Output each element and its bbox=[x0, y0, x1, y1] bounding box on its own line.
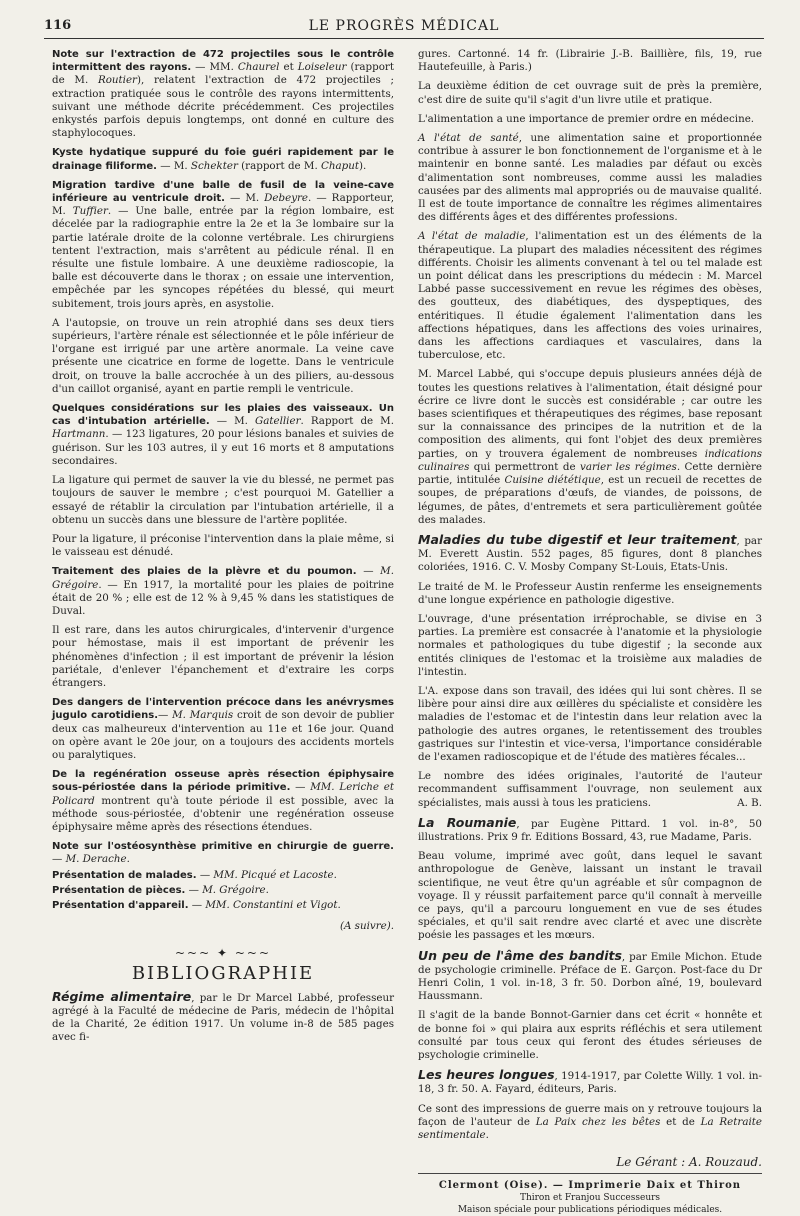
review-regime-p2: La deuxième édition de cet ouvrage suit de près la première, c'est dire de suite qu'il s'agit d'un livre utile et pratique. bbox=[418, 80, 762, 106]
text-run: La Paix chez les bêtes bbox=[535, 1115, 661, 1128]
text-run: — bbox=[196, 868, 214, 881]
text-run: , par Eugène Pittard. 1 vol. in-8°, 50 illustrations. Prix 9 fr. Editions Bossard, 43, rue Madame, Paris. bbox=[418, 817, 762, 843]
to-be-continued: (A suivre). bbox=[339, 920, 394, 933]
review-regime-p6 bbox=[418, 368, 762, 526]
text-run: — bbox=[52, 853, 66, 866]
text-run: — M. bbox=[209, 415, 255, 428]
review-tube-p3: L'ouvrage, d'une présentation irréprochable, se divise en 3 parties. La première est consacrée à l'anatomie et la physiologie normales et pathologiques du tube digestif ; la seconde aux entités cliniques de l'estomac et la troisième aux maladies de l'intestin. bbox=[418, 612, 762, 678]
article-projectiles bbox=[52, 48, 394, 140]
footer-rule bbox=[418, 1173, 762, 1174]
article-migration bbox=[52, 179, 394, 311]
text-run: M. Grégoire bbox=[52, 565, 394, 591]
presentation-appareil bbox=[52, 899, 394, 912]
text-run: Debeyre bbox=[264, 192, 309, 205]
text-run: , est un recueil de recettes de soupes, de préparations d'œufs, de viandes, de poissons, de légumes, de pâtes, d'entremets et sera particulièrement goûtée des malades. bbox=[418, 474, 762, 526]
running-header bbox=[44, 16, 764, 39]
text-run: et bbox=[279, 61, 298, 74]
text-run: Hartmann bbox=[52, 428, 106, 441]
text-run: Présentation de malades. bbox=[52, 869, 197, 881]
article-plevre bbox=[52, 565, 394, 618]
text-run: (rapport de M. bbox=[52, 61, 394, 87]
text-run: varier les régimes bbox=[580, 460, 677, 473]
review-regime bbox=[52, 990, 394, 1045]
text-run: . Rapport de M. bbox=[300, 415, 394, 428]
text-run: Un peu de l'âme des bandits bbox=[418, 947, 622, 963]
review-regime-p4 bbox=[418, 132, 762, 224]
text-run: M. Marcel Labbé, qui s'occupe depuis plusieurs années déjà de toutes les questions relatives à l'alimentation, était désigné pour écrire ce livre dont le succès est considérable ; car outre les bases scientifiques et thérapeutiques des régimes, base reposant sur la connaissance des principes de la nutrition et de la composition des aliments, qui font l'objet des deux premières parties, on y trouvera également de nombreuses bbox=[418, 368, 762, 460]
article-anevrysmes bbox=[52, 696, 394, 762]
text-run: A l'état de maladie bbox=[418, 230, 526, 243]
text-run: Gatellier bbox=[255, 415, 301, 428]
text-run: Kyste hydatique suppuré du foie guéri rapidement par le drainage filiforme. bbox=[52, 147, 394, 172]
review-tube-digestif bbox=[418, 533, 762, 575]
text-run: — bbox=[158, 709, 173, 722]
article-kyste bbox=[52, 146, 394, 172]
presentation-pieces bbox=[52, 884, 394, 897]
text-run: — bbox=[188, 898, 206, 911]
text-run: Loiseleur bbox=[297, 61, 347, 74]
text-run: Note sur l'extraction de 472 projectiles sous le contrôle intermittent des rayons. bbox=[52, 49, 394, 74]
text-run: . — Rapporteur, M. bbox=[52, 192, 394, 218]
article-osteosynthese bbox=[52, 840, 394, 866]
text-run: ). bbox=[359, 159, 367, 172]
text-run: indications culinaires bbox=[418, 447, 762, 473]
text-run: . bbox=[265, 883, 269, 896]
text-run: De la regénération osseuse après résection épiphysaire sous-périostée dans la période primitive. bbox=[52, 769, 394, 794]
text-run: La Retraite sentimentale bbox=[418, 1115, 762, 1142]
paragraph-autopsie: A l'autopsie, on trouve un rein atrophié dans ses deux tiers supérieurs, l'artère rénale est sélectionnée et le pôle inférieur de l'organe est irrigué par une artère anormale. La veine cave présente une cicatrice en forme de logette. Dans le ventricule droit, on trouve la balle accrochée à un des piliers, au-dessous d'un caillot organisé, ayant en partie rempli le ventricule. bbox=[52, 316, 394, 395]
review-roumanie-p2: Beau volume, imprimé avec goût, dans lequel le savant anthropologue de Genève, laissant un instant le travail scientifique, ne veut être qu'un agréable et sûr compagnon de voyage. Il y réussit parfaitement parce qu'il connaît à merveille ce pays, qu'il a parcouru longuement en vue de ses études spéciales, et qu'il sait rendre avec clarté et avec une discrète poésie les passages et les mœurs. bbox=[418, 850, 762, 942]
review-tube-p5 bbox=[418, 770, 762, 810]
text-run: Chaput bbox=[321, 159, 360, 172]
text-run: Note sur l'ostéosynthèse primitive en chirurgie de guerre. bbox=[52, 841, 394, 853]
review-heures bbox=[418, 1068, 762, 1096]
text-run: La Roumanie bbox=[418, 814, 517, 830]
text-run: montrent qu'à toute période il est possible, avec la méthode sous-périostée, d'obtenir une regénération osseuse épiphysaire même après des résections étendues. bbox=[52, 794, 394, 833]
text-run: , l'alimentation est un des éléments de la thérapeutique. La plupart des maladies nécessitent des régimes différents. Choisir les aliments convenant à tel ou tel malade est un point délicat dans les prescriptions du médecin : M. Marcel Labbé passe successivement en revue les régimes des obèses, des goutteux, des diabétiques, des dyspeptiques, des entéritiques. Il étudie également l'alimentation dans les affections hépatiques, dans les affections des voies urinaires, dans les affections cardiaques et vasculaires, dans la tuberculose, etc. bbox=[418, 230, 762, 362]
text-run: , une alimentation saine et proportionnée contribue à assurer le bon fonctionnement de l'organisme et à le maintenir en bonne santé. Les maladies par défaut ou excès d'alimentation sont nombreuses, comme aussi les maladies causées par des aliments mal appropriés ou de mauvaise qualité. Il est de toute importance de connaître les régimes alimentaires des différents âges et des différentes professions. bbox=[418, 132, 762, 224]
text-run: — M. bbox=[156, 159, 191, 172]
text-run: . — Une balle, entrée par la région lombaire, est décelée par la radiographie entre la 2e et la 3e lombaire sur la partie latérale droite de la colonne vertébrale. Les chirurgiens tentent l'extraction, mais s'arrêtent au pédicule rénal. Il en résulte une fistule lombaire. A une deuxième radioscopie, la balle est découverte dans le thorax ; on essaie une intervention, empêchée par les syncopes répétées du blessé, qui meurt subitement, trois jours après, en asystolie. bbox=[52, 205, 394, 310]
text-run: Ce sont des impressions de guerre mais on y retrouve toujours la façon de l'auteur de bbox=[418, 1102, 762, 1128]
review-bandits bbox=[418, 949, 762, 1004]
text-run: Des dangers de l'intervention précoce dans les anévrysmes jugulo carotidiens. bbox=[52, 697, 394, 722]
page-number: 116 bbox=[44, 18, 72, 33]
text-run: MM. Constantini et Vigot bbox=[205, 898, 338, 911]
text-run: croit de son devoir de publier deux cas malheureux d'intervention au 11e et 16e jour. Quand on opère avant le 20e jour, on a toujours des accidents mortels ou paralytiques. bbox=[52, 709, 395, 761]
review-tube-p5-text: Le nombre des idées originales, l'autorité de l'auteur recommandent suffisamment l'ouvrage, non seulement aux spécialistes, mais aussi à tous les praticiens. bbox=[418, 770, 762, 809]
text-run: MM. Picqué et Lacoste bbox=[213, 868, 334, 881]
text-run: — bbox=[356, 565, 381, 578]
text-run: Traitement des plaies de la plèvre et du poumon. bbox=[52, 566, 357, 578]
imprint-successors: Thiron et Franjou Successeurs bbox=[519, 1193, 661, 1204]
text-run: . — En 1917, la mortalité pour les plaies de poitrine était de 20 % ; elle est de 12 % à 9,45 % dans les statistiques de Duval. bbox=[52, 578, 394, 617]
journal-title: LE PROGRÈS MÉDICAL bbox=[308, 18, 500, 34]
gerant-signature: Le Gérant : A. Rouzaud. bbox=[616, 1155, 762, 1170]
review-regime-cont: gures. Cartonné. 14 fr. (Librairie J.-B. Baillière, fils, 19, rue Hautefeuille, à Paris.) bbox=[418, 48, 762, 74]
article-regeneration bbox=[52, 768, 394, 834]
ornament-divider: ~~~ ✦ ~~~ bbox=[174, 946, 271, 961]
text-run: . bbox=[333, 868, 337, 881]
review-signature: A. B. bbox=[737, 796, 762, 809]
text-run: Schekter bbox=[190, 159, 238, 172]
imprint-printer: Clermont (Oise). — Imprimerie Daix et Thiron bbox=[438, 1180, 742, 1192]
text-run: , par M. Everett Austin. 552 pages, 85 figures, dont 8 planches coloriées, 1916. C. V. Mosby Company St-Louis, Etats-Unis. bbox=[418, 534, 762, 574]
text-run: ), relatent l'extraction de 472 projectiles ; extraction pratiquée sous le contrôle des rayons intermittents, suivant une méthode décrite précédemment. Ces projectiles enkystés parfois depuis longtemps, ont donné en culture des staphylocoques. bbox=[52, 74, 394, 140]
text-run: . — 123 ligatures, 20 pour lésions banales et suivies de guérison. Sur les 103 autres, il y eut 16 morts et 8 amputations secondaires. bbox=[52, 428, 394, 467]
paragraph-hemostase: Il est rare, dans les autos chirurgicales, d'intervenir d'urgence pour hémostase, mais il est important de prévenir les phénomènes d'infection ; il est important de prévenir la lésion pariétale, d'enlever l'épanchement et d'extraire les corps étrangers. bbox=[52, 624, 394, 689]
text-run: Régime alimentaire bbox=[52, 988, 192, 1004]
text-run: M. Derache bbox=[65, 853, 127, 866]
text-run: . Cette dernière partie, intitulée bbox=[418, 460, 762, 487]
text-run: MM. Leriche et Policard bbox=[52, 781, 394, 807]
text-run: Maladies du tube digestif et leur traitement bbox=[418, 531, 737, 547]
text-run: A l'état de santé bbox=[418, 132, 519, 145]
section-heading: BIBLIOGRAPHIE bbox=[131, 962, 315, 984]
right-column bbox=[418, 48, 762, 1216]
presentation-malades bbox=[52, 869, 394, 882]
text-run: — bbox=[185, 883, 203, 896]
text-run: (rapport de M. bbox=[237, 159, 321, 172]
review-regime-p3: L'alimentation a une importance de premier ordre en médecine. bbox=[418, 112, 755, 125]
text-run: qui permettront de bbox=[469, 460, 581, 473]
imprint-specialty: Maison spéciale pour publications périodiques médicales. bbox=[457, 1205, 723, 1216]
text-run: . bbox=[126, 853, 130, 866]
review-tube-p4: L'A. expose dans son travail, des idées qui lui sont chères. Il se libère pour ainsi dire aux œillères du spécialiste et considère les maladies de l'estomac et de l'intestin dans leur relation avec la pathologie des autres organes, le retentissement des troubles gastriques sur l'intestin et vice-versa, l'importance considérable de l'examen radioscopique et de l'étude des matières fécales... bbox=[418, 684, 762, 763]
text-run: , par Emile Michon. Etude de psychologie criminelle. Préface de E. Garçon. Post-face du Dr Henri Colin, 1 vol. in-18, 3 fr. 50. Dorbon aîné, 19, boulevard Haussmann. bbox=[418, 950, 762, 1003]
imprint bbox=[418, 1180, 762, 1216]
text-run: Présentation de pièces. bbox=[52, 884, 186, 896]
paragraph-ligature: La ligature qui permet de sauver la vie du blessé, ne permet pas toujours de sauver le membre ; c'est pourquoi M. Gatellier a essayé de rétablir la circulation par l'intubation artérielle, il a obtenu un succès dans une blessure de l'artère poplitée. bbox=[52, 474, 394, 526]
text-run: — MM. bbox=[191, 61, 238, 74]
text-run: Chaurel bbox=[237, 61, 280, 74]
review-roumanie bbox=[418, 816, 762, 844]
text-run: , 1914-1917, par Colette Willy. 1 vol. in-18, 3 fr. 50. A. Fayard, éditeurs, Paris. bbox=[418, 1070, 762, 1096]
text-run: Cuisine diététique bbox=[504, 474, 601, 487]
text-run: et de bbox=[660, 1115, 701, 1128]
review-heures-p2 bbox=[418, 1103, 762, 1143]
text-run: — bbox=[290, 781, 311, 794]
text-run: , par le Dr Marcel Labbé, professeur agrégé à la Faculté de médecine de Paris, médecin de l'hôpital de la Charité, 2e édition 1917. Un volume in-8 de 585 pages avec fi- bbox=[52, 991, 394, 1044]
review-bandits-p2: Il s'agit de la bande Bonnot-Garnier dans cet écrit « honnête et de bonne foi » qui plaira aux esprits réfléchis et sera utilement consulté par tous ceux qui feront des études sérieuses de psychologie criminelle. bbox=[418, 1009, 762, 1062]
text-run: Tuffier bbox=[72, 205, 108, 218]
left-column bbox=[52, 48, 394, 1051]
text-run: M. Grégoire bbox=[202, 883, 266, 896]
text-run: . bbox=[485, 1129, 489, 1142]
review-tube-p2: Le traité de M. le Professeur Austin renferme les enseignements d'une longue expérience en pathologie digestive. bbox=[418, 580, 762, 606]
paragraph-ligature-2: Pour la ligature, il préconise l'intervention dans la plaie même, si le vaisseau est dénudé. bbox=[52, 532, 394, 559]
text-run: Les heures longues bbox=[418, 1067, 555, 1083]
review-regime-p5 bbox=[418, 230, 762, 362]
text-run: M. Marquis bbox=[172, 709, 234, 722]
text-run: . bbox=[337, 898, 341, 911]
text-run: — M. bbox=[224, 192, 265, 205]
text-run: Migration tardive d'une balle de fusil de la veine-cave inférieure au ventricule droit. bbox=[52, 179, 394, 205]
article-vaisseaux bbox=[52, 402, 394, 468]
text-run: Présentation d'appareil. bbox=[52, 899, 189, 911]
text-run: Routier bbox=[97, 74, 137, 87]
text-run: Quelques considérations sur les plaies des vaisseaux. Un cas d'intubation artérielle. bbox=[52, 403, 394, 428]
